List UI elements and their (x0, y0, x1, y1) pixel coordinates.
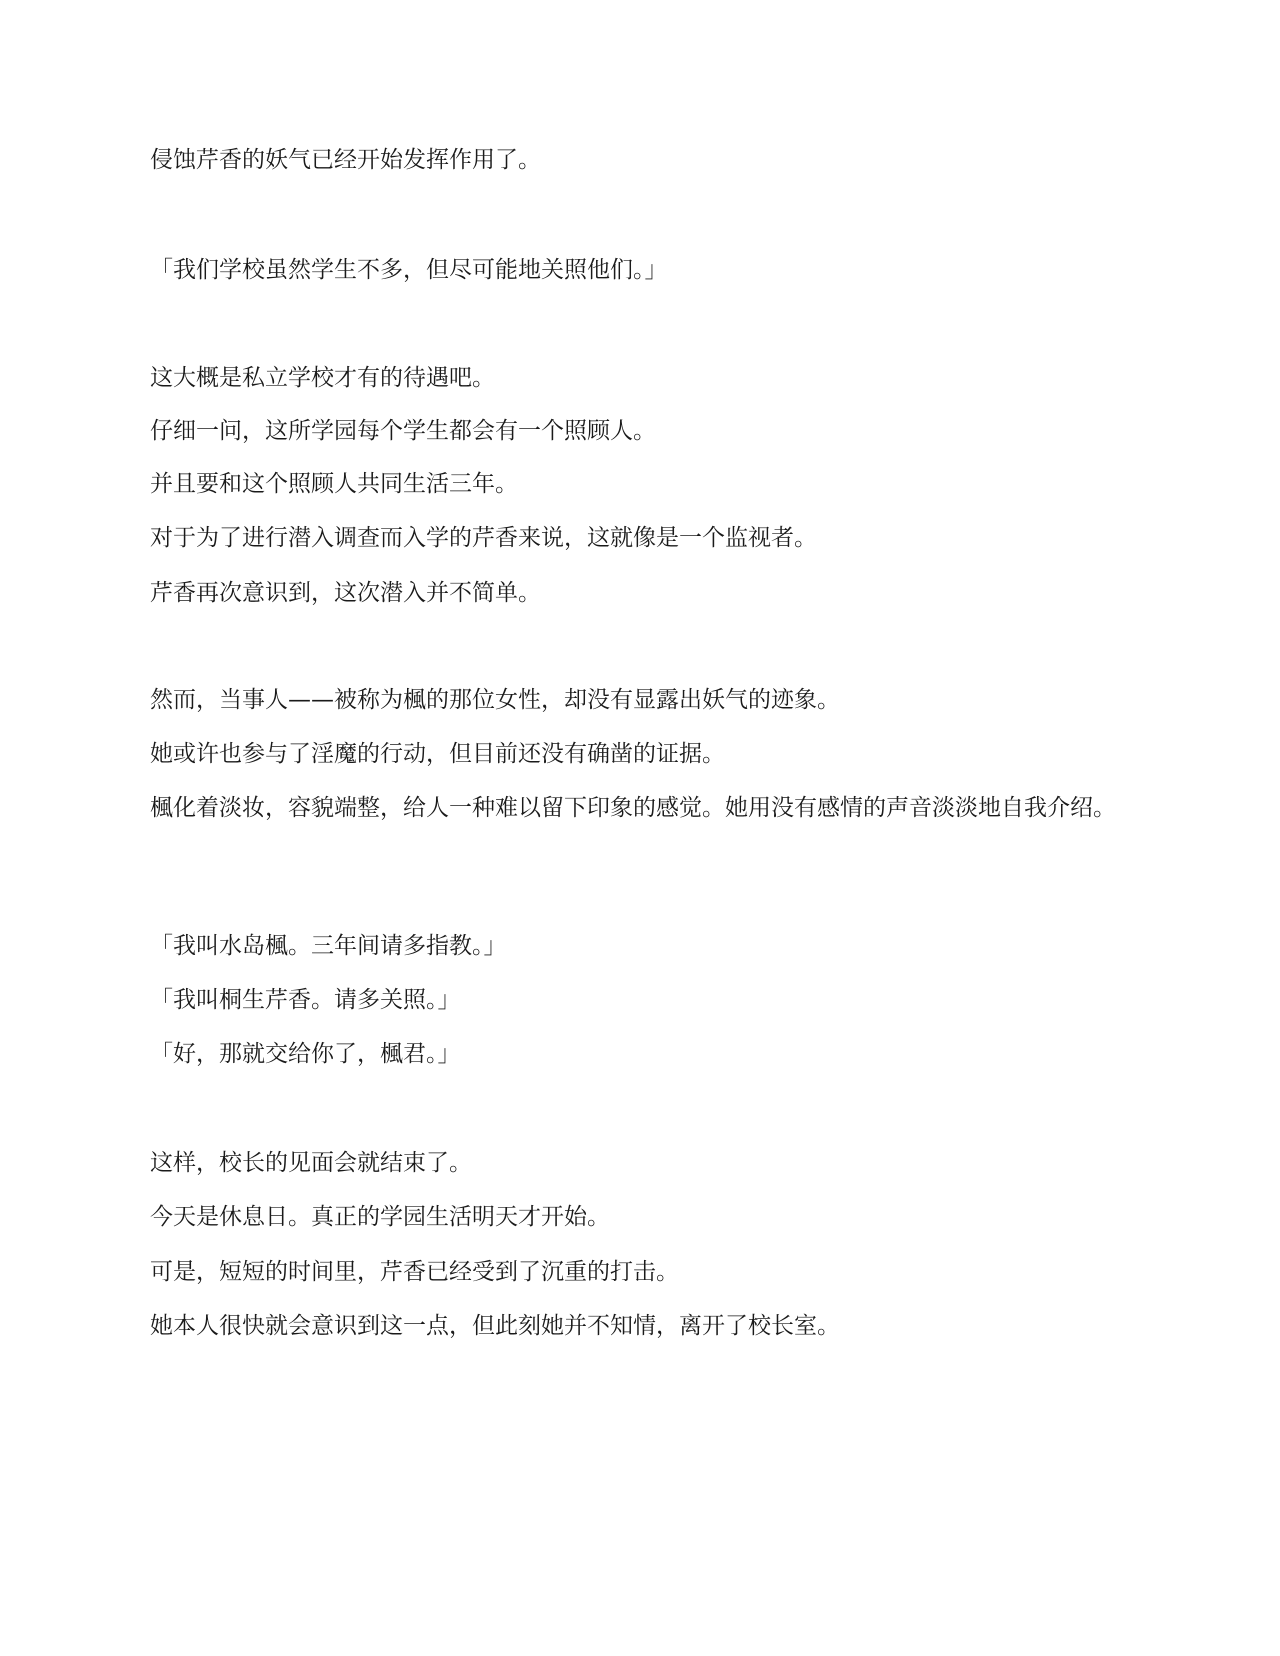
paragraph-16: 可是，短短的时间里，芹香已经受到了沉重的打击。 (150, 1259, 679, 1285)
paragraph-17: 她本人很快就会意识到这一点，但此刻她并不知情，离开了校长室。 (150, 1313, 840, 1339)
paragraph-4: 仔细一问，这所学园每个学生都会有一个照顾人。 (150, 418, 656, 444)
paragraph-10: 楓化着淡妆，容貌端整，给人一种难以留下印象的感觉。她用没有感情的声音淡淡地自我介绍。 (150, 795, 1116, 821)
paragraph-3: 这大概是私立学校才有的待遇吧。 (150, 365, 495, 391)
paragraph-8: 然而，当事人——被称为楓的那位女性，却没有显露出妖气的迹象。 (150, 687, 840, 713)
paragraph-12-dialogue: 「我叫桐生芹香。请多关照。」 (150, 987, 461, 1013)
paragraph-11-dialogue: 「我叫水岛楓。三年间请多指教。」 (150, 933, 507, 959)
paragraph-9: 她或许也参与了淫魔的行动，但目前还没有确凿的证据。 (150, 741, 725, 767)
paragraph-5: 并且要和这个照顾人共同生活三年。 (150, 471, 518, 497)
paragraph-7: 芹香再次意识到，这次潜入并不简单。 (150, 580, 541, 606)
paragraph-6: 对于为了进行潜入调查而入学的芹香来说，这就像是一个监视者。 (150, 525, 817, 551)
paragraph-2-dialogue: 「我们学校虽然学生不多，但尽可能地关照他们。」 (150, 257, 668, 283)
paragraph-15: 今天是休息日。真正的学园生活明天才开始。 (150, 1204, 610, 1230)
paragraph-13-dialogue: 「好，那就交给你了，楓君。」 (150, 1041, 461, 1067)
paragraph-1: 侵蚀芹香的妖气已经开始发挥作用了。 (150, 147, 541, 173)
paragraph-14: 这样，校长的见面会就结束了。 (150, 1150, 472, 1176)
